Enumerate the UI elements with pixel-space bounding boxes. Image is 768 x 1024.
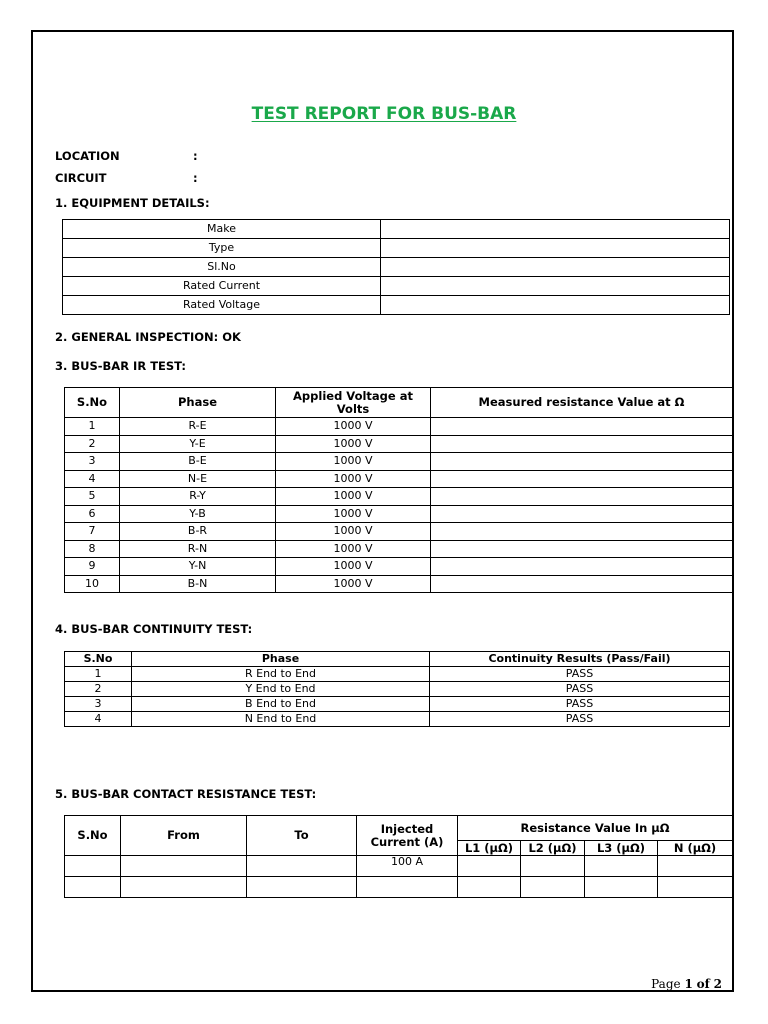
page-of: of: [696, 977, 710, 991]
table-header-row: [65, 652, 730, 667]
cell-injected-current: [357, 877, 458, 898]
table-row: [65, 418, 733, 436]
table-row: [65, 575, 733, 593]
equipment-value: [381, 296, 730, 315]
table-row: [65, 470, 733, 488]
header-continuity-result: Continuity Results (Pass/Fail): [430, 652, 730, 667]
cell-voltage: 1000 V: [276, 540, 431, 558]
cell-voltage: 1000 V: [276, 453, 431, 471]
cell-voltage: 1000 V: [276, 435, 431, 453]
cell-sno: 1: [65, 418, 120, 436]
cell-measured: [431, 523, 733, 541]
table-row: [65, 667, 730, 682]
header-injected-current: Injected Current (A): [357, 816, 458, 856]
cell-phase: B-R: [120, 523, 276, 541]
table-row: [65, 453, 733, 471]
equipment-label: Type: [63, 239, 381, 258]
cell-from: [121, 856, 247, 877]
page-word: Page: [651, 977, 681, 991]
cell-sno: [65, 877, 121, 898]
cell-l2: [521, 856, 585, 877]
cell-phase: N-E: [120, 470, 276, 488]
cell-injected-current: 100 A: [357, 856, 458, 877]
cell-phase: N End to End: [132, 712, 430, 727]
cell-sno: 4: [65, 470, 120, 488]
cell-sno: 2: [65, 435, 120, 453]
section-contact-resistance-test: 5. BUS-BAR CONTACT RESISTANCE TEST:: [55, 787, 317, 801]
cell-phase: B-N: [120, 575, 276, 593]
cell-l1: [458, 877, 521, 898]
header-applied-voltage: Applied Voltage at Volts: [276, 388, 431, 418]
cell-from: [121, 877, 247, 898]
cell-measured: [431, 575, 733, 593]
equipment-label: Rated Voltage: [63, 296, 381, 315]
cell-sno: 3: [65, 697, 132, 712]
cell-phase: R-N: [120, 540, 276, 558]
header-measured-resistance: Measured resistance Value at Ω: [431, 388, 733, 418]
equipment-value: [381, 239, 730, 258]
section-general-inspection: 2. GENERAL INSPECTION: OK: [55, 330, 241, 344]
table-row: [65, 712, 730, 727]
cell-voltage: 1000 V: [276, 558, 431, 576]
table-row: [65, 877, 733, 898]
header-l2: L2 (µΩ): [521, 841, 585, 856]
header-sno: S.No: [65, 652, 132, 667]
cell-to: [247, 856, 357, 877]
header-phase: Phase: [120, 388, 276, 418]
cell-phase: R-E: [120, 418, 276, 436]
cell-l2: [521, 877, 585, 898]
table-row: [63, 239, 730, 258]
table-row: [63, 296, 730, 315]
cell-n: [658, 877, 733, 898]
cell-to: [247, 877, 357, 898]
cell-result: PASS: [430, 667, 730, 682]
equipment-value: [381, 220, 730, 239]
section-ir-test: 3. BUS-BAR IR TEST:: [55, 359, 186, 373]
equipment-value: [381, 277, 730, 296]
circuit-colon: :: [193, 171, 198, 185]
table-row: [65, 505, 733, 523]
location-colon: :: [193, 149, 198, 163]
cell-sno: 3: [65, 453, 120, 471]
cell-phase: R End to End: [132, 667, 430, 682]
cell-phase: B-E: [120, 453, 276, 471]
cell-sno: 10: [65, 575, 120, 593]
equipment-value: [381, 258, 730, 277]
table-header-row: [65, 388, 733, 418]
section-continuity-test: 4. BUS-BAR CONTINUITY TEST:: [55, 622, 253, 636]
equipment-label: Sl.No: [63, 258, 381, 277]
table-row: [65, 540, 733, 558]
cell-measured: [431, 505, 733, 523]
contact-resistance-table: [64, 815, 733, 898]
cell-sno: 6: [65, 505, 120, 523]
location-label: LOCATION: [55, 149, 120, 163]
header-resistance-value: Resistance Value In µΩ: [458, 816, 733, 841]
cell-phase: Y-N: [120, 558, 276, 576]
cell-l3: [585, 877, 658, 898]
table-row: [65, 488, 733, 506]
cell-voltage: 1000 V: [276, 575, 431, 593]
equipment-label: Rated Current: [63, 277, 381, 296]
cell-measured: [431, 488, 733, 506]
table-row: [65, 523, 733, 541]
ir-test-table: [64, 387, 733, 593]
table-row: [63, 258, 730, 277]
table-header-row: [65, 816, 733, 841]
cell-sno: 8: [65, 540, 120, 558]
cell-phase: Y End to End: [132, 682, 430, 697]
cell-measured: [431, 470, 733, 488]
header-phase: Phase: [132, 652, 430, 667]
cell-sno: [65, 856, 121, 877]
cell-voltage: 1000 V: [276, 418, 431, 436]
equipment-label: Make: [63, 220, 381, 239]
continuity-test-table: [64, 651, 730, 727]
table-row: [63, 220, 730, 239]
cell-measured: [431, 540, 733, 558]
section-equipment: 1. EQUIPMENT DETAILS:: [55, 196, 210, 210]
cell-measured: [431, 453, 733, 471]
page-total: 2: [713, 977, 722, 991]
header-sno: S.No: [65, 388, 120, 418]
cell-sno: 2: [65, 682, 132, 697]
cell-result: PASS: [430, 682, 730, 697]
cell-sno: 5: [65, 488, 120, 506]
cell-sno: 9: [65, 558, 120, 576]
cell-sno: 1: [65, 667, 132, 682]
table-row: [63, 277, 730, 296]
cell-voltage: 1000 V: [276, 470, 431, 488]
cell-result: PASS: [430, 712, 730, 727]
header-l1: L1 (µΩ): [458, 841, 521, 856]
cell-phase: Y-E: [120, 435, 276, 453]
cell-voltage: 1000 V: [276, 488, 431, 506]
header-to: To: [247, 816, 357, 856]
table-row: [65, 697, 730, 712]
header-n: N (µΩ): [658, 841, 733, 856]
cell-result: PASS: [430, 697, 730, 712]
cell-phase: B End to End: [132, 697, 430, 712]
cell-n: [658, 856, 733, 877]
circuit-label: CIRCUIT: [55, 171, 107, 185]
table-row: [65, 856, 733, 877]
header-sno: S.No: [65, 816, 121, 856]
cell-phase: Y-B: [120, 505, 276, 523]
cell-voltage: 1000 V: [276, 523, 431, 541]
cell-measured: [431, 418, 733, 436]
table-row: [65, 435, 733, 453]
header-from: From: [121, 816, 247, 856]
cell-measured: [431, 435, 733, 453]
page-number: [651, 977, 722, 991]
cell-voltage: 1000 V: [276, 505, 431, 523]
cell-sno: 4: [65, 712, 132, 727]
cell-sno: 7: [65, 523, 120, 541]
cell-measured: [431, 558, 733, 576]
equipment-table: [62, 219, 730, 315]
report-title: TEST REPORT FOR BUS-BAR: [251, 104, 517, 124]
table-row: [65, 558, 733, 576]
cell-l1: [458, 856, 521, 877]
page-current: 1: [684, 977, 693, 991]
cell-l3: [585, 856, 658, 877]
table-row: [65, 682, 730, 697]
cell-phase: R-Y: [120, 488, 276, 506]
header-l3: L3 (µΩ): [585, 841, 658, 856]
